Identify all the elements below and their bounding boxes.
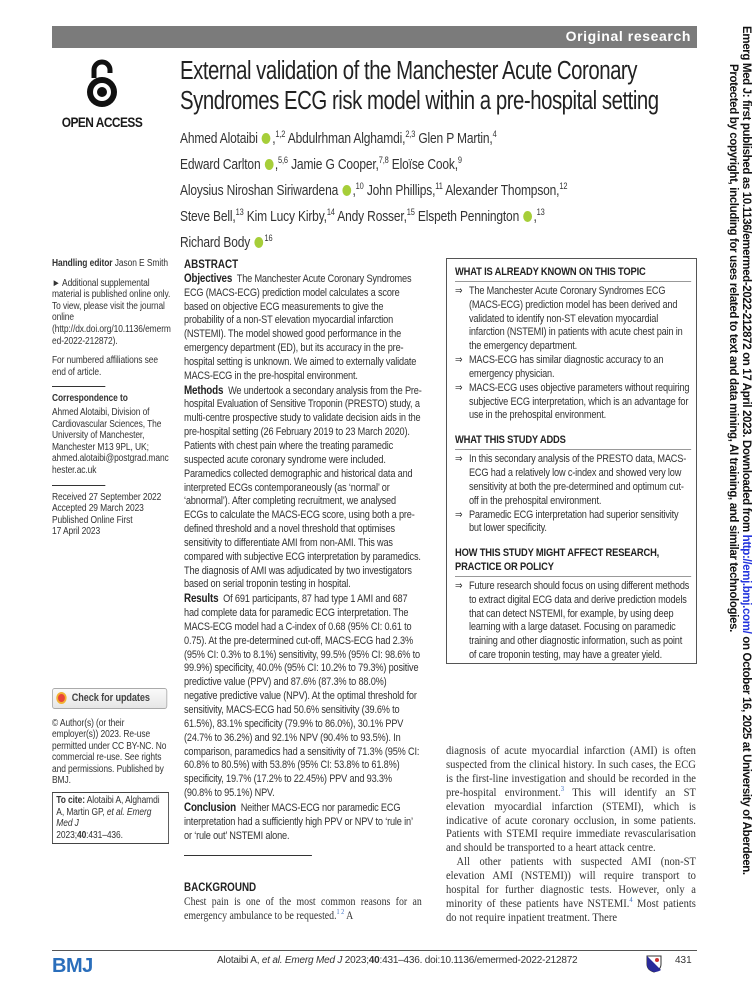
- affiliation-number: 1,2: [275, 129, 286, 139]
- check-updates-icon: [56, 692, 66, 704]
- section-header-bar: [52, 26, 697, 48]
- watermark-text: on October 16, 2025 at University of Aberdeen.: [740, 633, 752, 875]
- footer-cite-authors: Alotaibi A,: [217, 955, 262, 966]
- cite-label: To cite:: [56, 795, 85, 807]
- key-box-item-text: The Manchester Acute Coronary Syndromes ECG (MACS-ECG) prediction model has been derived and validated to identify non-ST elevation myocardial infarction (NSTEMI) in patients with acute chest pain in the emergency department.: [468, 284, 683, 353]
- key-box-item-text: MACS-ECG uses objective parameters without requiring subjective ECG interpretation, which is an advantage for use in the prehospital environment.: [468, 381, 690, 422]
- journal-link[interactable]: http://emj.bmj.com/: [740, 534, 752, 634]
- abstract-section-label: Objectives: [184, 270, 233, 285]
- correspondence-details[interactable]: Ahmed Alotaibi, Division of Cardiovascular Sciences, The University of Manchester, Manchester M13 9PL, UK; ahmed.alotaibi@postgrad.manchester.ac.uk: [52, 406, 169, 476]
- author-name[interactable]: Andy Rosser,: [337, 208, 407, 225]
- footer-cite-volume: 40: [368, 955, 380, 966]
- page-number: 431: [675, 955, 692, 966]
- key-box-item-text: MACS-ECG has similar diagnostic accuracy to an emergency physician.: [468, 354, 664, 380]
- bmj-logo: BMJ: [52, 955, 93, 977]
- author-name[interactable]: Aloysius Niroshan Siriwardena: [180, 182, 339, 199]
- abstract-section-label: Conclusion: [184, 799, 236, 814]
- arrow-icon: ⇒: [455, 579, 463, 592]
- key-box-item: [455, 285, 691, 354]
- affiliation-number: 4: [492, 129, 497, 139]
- author-name[interactable]: Glen P Martin,: [418, 130, 493, 147]
- author-name[interactable]: Richard Body: [180, 234, 251, 251]
- society-shield-icon: [646, 955, 662, 973]
- cite-pages: :431–436.: [86, 829, 123, 841]
- reference-link[interactable]: 3: [560, 783, 565, 793]
- abstract-section: [184, 384, 422, 593]
- arrow-icon: ⇒: [455, 453, 463, 466]
- open-access-label: OPEN ACCESS: [61, 114, 143, 130]
- affiliation-number: 13: [235, 207, 244, 217]
- check-for-updates-button[interactable]: [52, 688, 167, 709]
- author-name[interactable]: Elspeth Pennington: [417, 208, 520, 225]
- key-box-list: [455, 285, 691, 423]
- handling-editor-name: Jason E Smith: [114, 258, 168, 269]
- orcid-icon[interactable]: [254, 237, 263, 248]
- abstract-section: [184, 272, 422, 384]
- divider: [184, 855, 312, 856]
- background-text-continued: A: [344, 908, 354, 923]
- article-header: [180, 56, 692, 256]
- cite-volume: 40: [76, 829, 87, 841]
- author-list: [180, 126, 692, 256]
- download-watermark: [726, 26, 752, 875]
- body-text: This will identify an ST elevation myocardial infarction (STEMI), which is indicative of acute coronary occlusion, in some patients. Patients with STEMI require immediate revascularisation and should be transported to a heart attack centre.: [446, 784, 696, 855]
- author-line: Edward Carlton ,$^{5,6}$ Jamie G Cooper,$^{7,8}$ Eloïse Cook,$^9$: [180, 155, 462, 173]
- abstract-section-text: Of 691 participants, 87 had type 1 AMI and 687 had complete data for paramedic ECG interpretation. The MACS-ECG model had a C-index of 0.68 (95% CI: 0.61 to 0.75). At the pre-determined cut-off, MACS-ECG had 2.3% (95% CI: 0.3% to 8.1%) sensitivity, 99.5% (95% CI: 98.6% to 99.9%) specificity, 40.0% (95% CI: 10.2% to 79.3%) positive predictive value (PPV) and 87.6% (87.3% to 88.0%) negative predictive value (NPV). At the optimal threshold for sensitivity, MACS-ECG had 50.6% sensitivity (39.6% to 61.5%), 83.1% specificity (79.9% to 86.0%), 30.1% PPV (24.7% to 36.2%) and 92.1% NPV (90.4% to 93.5%). In comparison, paramedics had a sensitivity of 71.3% (95% CI: 60.8% to 80.5%) with 53.8% (95% CI: 53.8% to 61.8%) specificity, 19.7% (17.2% to 22.45%) PPV and 93.3% (90.8% to 95.1%) NPV.: [184, 593, 420, 800]
- copyright-watermark: Protected by copyright, including for uses related to text and data mining, AI training, and similar technologies.: [727, 64, 739, 632]
- author-name[interactable]: Kim Lucy Kirby,: [246, 208, 327, 225]
- article-title: External validation of the Manchester Acute Coronary Syndromes ECG risk model within a pre-hospital setting: [180, 57, 659, 115]
- author-name[interactable]: Jamie G Cooper,: [291, 156, 379, 173]
- author-name[interactable]: John Phillips,: [366, 182, 436, 199]
- abstract-section: [184, 801, 422, 844]
- accepted-date: Accepted 29 March 2023: [52, 503, 144, 515]
- watermark-text: Emerg Med J: first published as 10.1136/emermed-2022-212872 on 17 April 2023. Downloaded from: [740, 26, 752, 535]
- arrow-icon: ⇒: [455, 508, 463, 521]
- affiliation-number: 13: [536, 207, 545, 217]
- key-box-list: [455, 580, 691, 663]
- handling-editor-label: Handling editor: [52, 258, 113, 269]
- background-text: Chest pain is one of the most common reasons for an emergency ambulance to be requested.: [184, 894, 422, 923]
- author-name[interactable]: Steve Bell,: [180, 208, 236, 225]
- key-box-item: [455, 354, 691, 382]
- arrow-icon: ⇒: [455, 354, 463, 367]
- affiliation-number: 14: [326, 207, 335, 217]
- correspondence-label: Correspondence to: [52, 393, 128, 405]
- background-paragraph: [184, 894, 422, 922]
- footer-divider: [52, 950, 697, 951]
- orcid-icon[interactable]: [523, 211, 532, 222]
- article-info-sidebar: [52, 258, 172, 844]
- received-date: Received 27 September 2022: [52, 491, 162, 503]
- key-box-item-text: In this secondary analysis of the PRESTO data, MACS-ECG had a relatively low c-index and showed very low sensitivity at both the pre-determined and optimum cut-off in the prehospital environment.: [468, 453, 687, 507]
- key-box-item-text: Future research should focus on using different methods to extract digital ECG data and derive prediction models that can detect NSTEMI, for example, by using deep learning with a large dataset. Focusing on paramedic training and other diagnostic information, such as point of care troponin testing, may have a greater yield.: [468, 579, 690, 662]
- affiliation-number: 12: [559, 181, 568, 191]
- citation-box: [52, 792, 169, 844]
- affiliation-number: 2,3: [405, 129, 416, 139]
- footer-cite-doi: :431–436. doi:10.1136/emermed-2022-212872: [379, 955, 578, 966]
- author-line: Aloysius Niroshan Siriwardena ,$^{10}$ John Phillips,$^{11}$ Alexander Thompson,$^{12}$: [180, 181, 568, 199]
- body-text: Most patients do not require inpatient treatment. There: [446, 895, 696, 924]
- body-text-column: [446, 744, 696, 925]
- body-text: diagnosis of acute myocardial infarction (AMI) is often suspected from the clinical history. In such cases, the ECG is the first-line investigation and should be recorded in the pre-hospital environment.: [446, 743, 696, 799]
- orcid-icon[interactable]: [264, 159, 273, 170]
- body-paragraph: [446, 855, 696, 925]
- triangle-icon: ►: [52, 277, 63, 289]
- arrow-icon: ⇒: [455, 284, 463, 297]
- check-updates-label: Check for updates: [71, 691, 150, 704]
- key-box-item: [455, 382, 691, 424]
- author-line: Steve Bell,$^{13}$ Kim Lucy Kirby,$^{14}$ Andy Rosser,$^{15}$ Elspeth Pennington ,$^{13}$: [180, 207, 545, 225]
- arrow-icon: ⇒: [455, 381, 463, 394]
- author-name[interactable]: Eloïse Cook,: [391, 156, 458, 173]
- abstract-section-text: Neither MACS-ECG nor paramedic ECG interpretation had a sufficiently high PPV or NPV to ‘rule in’ or ‘rule out’ NSTEMI alone.: [184, 801, 413, 842]
- author-name[interactable]: Edward Carlton: [180, 156, 261, 173]
- cite-year: 2023;: [56, 829, 77, 841]
- footer-cite-journal: et al. Emerg Med J: [261, 955, 343, 966]
- cite-journal: et al. Emerg Med J: [56, 806, 152, 830]
- key-messages-box: [446, 258, 697, 664]
- affiliation-number: 11: [435, 181, 443, 191]
- copyright-notice: © Author(s) (or their employer(s)) 2023. Re-use permitted under CC BY-NC. No commercial re-use. See rights and permissions. Published by BMJ.: [52, 717, 167, 786]
- affiliation-number: 9: [457, 155, 462, 165]
- divider: [52, 386, 105, 387]
- section-label: Original research: [565, 28, 691, 44]
- published-label: Published Online First: [52, 514, 133, 526]
- affiliation-number: 5,6: [278, 155, 288, 165]
- key-box-heading: WHAT IS ALREADY KNOWN ON THIS TOPIC: [455, 266, 691, 282]
- affiliation-number: 10: [355, 181, 364, 191]
- affiliation-number: 16: [264, 233, 273, 243]
- background-heading: BACKGROUND: [184, 880, 257, 895]
- abstract-heading: ABSTRACT: [184, 257, 239, 271]
- main-column: [184, 258, 422, 922]
- key-box-heading: HOW THIS STUDY MIGHT AFFECT RESEARCH, PRACTICE OR POLICY: [455, 547, 691, 577]
- orcid-icon[interactable]: [342, 185, 351, 196]
- body-text: All other patients with suspected AMI (non-ST elevation AMI (NSTEMI)) will require transport to hospital for further diagnostic tests. However, only a minority of these patients have NSTEMI.: [446, 854, 696, 910]
- author-name[interactable]: Ahmed Alotaibi: [180, 130, 258, 147]
- cite-authors: Alotaibi A, Alghamdi A, Martin GP,: [56, 795, 160, 818]
- author-name[interactable]: Alexander Thompson,: [445, 182, 560, 199]
- body-paragraph: [446, 744, 696, 855]
- footer-cite-year: 2023;: [342, 955, 369, 966]
- abstract-section-text: The Manchester Acute Coronary Syndromes ECG (MACS-ECG) prediction model calculates a score based on objective ECG measurements to give the probability of a non-ST elevation myocardial infarction (NSTEMI). The model showed good performance in the emergency department (ED), but its accuracy in the pre-hospital setting is unknown. We aimed to externally validate MACS-ECG in the pre-hospital environment.: [184, 272, 417, 382]
- published-date: 17 April 2023: [52, 526, 101, 538]
- footer-citation: [217, 955, 577, 966]
- author-line: Ahmed Alotaibi ,$^{1,2}$ Abdulrhman Alghamdi,$^{2,3}$ Glen P Martin,$^4$: [180, 129, 497, 147]
- reference-link[interactable]: 4: [629, 894, 633, 904]
- right-column: [446, 258, 697, 925]
- affiliation-number: 15: [406, 207, 415, 217]
- author-line: [180, 230, 692, 256]
- abstract-section-label: Results: [184, 591, 219, 606]
- reference-link[interactable]: 1 2: [336, 907, 345, 917]
- abstract: [184, 258, 422, 856]
- abstract-section: [184, 592, 422, 801]
- key-box-heading: WHAT THIS STUDY ADDS: [455, 434, 691, 450]
- open-access-lock-icon: [85, 58, 119, 110]
- affiliations-note: For numbered affiliations see end of article.: [52, 355, 159, 378]
- abstract-section-label: Methods: [184, 382, 224, 397]
- key-box-item: [455, 509, 691, 537]
- key-box-item: [455, 453, 691, 508]
- affiliation-number: 7,8: [378, 155, 389, 165]
- divider: [52, 485, 105, 486]
- key-box-item-text: Paramedic ECG interpretation had superior sensitivity but lower specificity.: [468, 508, 679, 535]
- abstract-section-text: We undertook a secondary analysis from the Pre-hospital Evaluation of Sensitive Troponin (PRESTO) study, a multi-centre prospective study to validate decision aids in the pre-hospital setting (26 February 2019 to 23 March 2020). Patients with chest pain where the treating paramedic suspected acute coronary syndrome were included. Paramedics collected demographic and historical data and interpreted ECGs contemporaneously (as ‘normal’ or ‘abnormal’). After completing recruitment, we analysed ECGs to calculate the MACS-ECG score, using both a pre-defined threshold and a novel threshold that optimises sensitivity to differentiate AMI from non-AMI. This was compared with subjective ECG interpretation by paramedics. The diagnosis of AMI was adjudicated by two investigators based on serial troponin testing in hospital.: [184, 384, 422, 591]
- orcid-icon[interactable]: [262, 133, 271, 144]
- key-box-list: [455, 453, 691, 536]
- supplemental-note: Additional supplemental material is published online only. To view, please visit the journal online (http://dx.doi.org/10.1136/emermed-2022-212872).: [52, 277, 171, 347]
- author-name[interactable]: Abdulrhman Alghamdi,: [287, 130, 406, 147]
- open-access-logo: [52, 58, 152, 130]
- key-box-item: [455, 580, 691, 663]
